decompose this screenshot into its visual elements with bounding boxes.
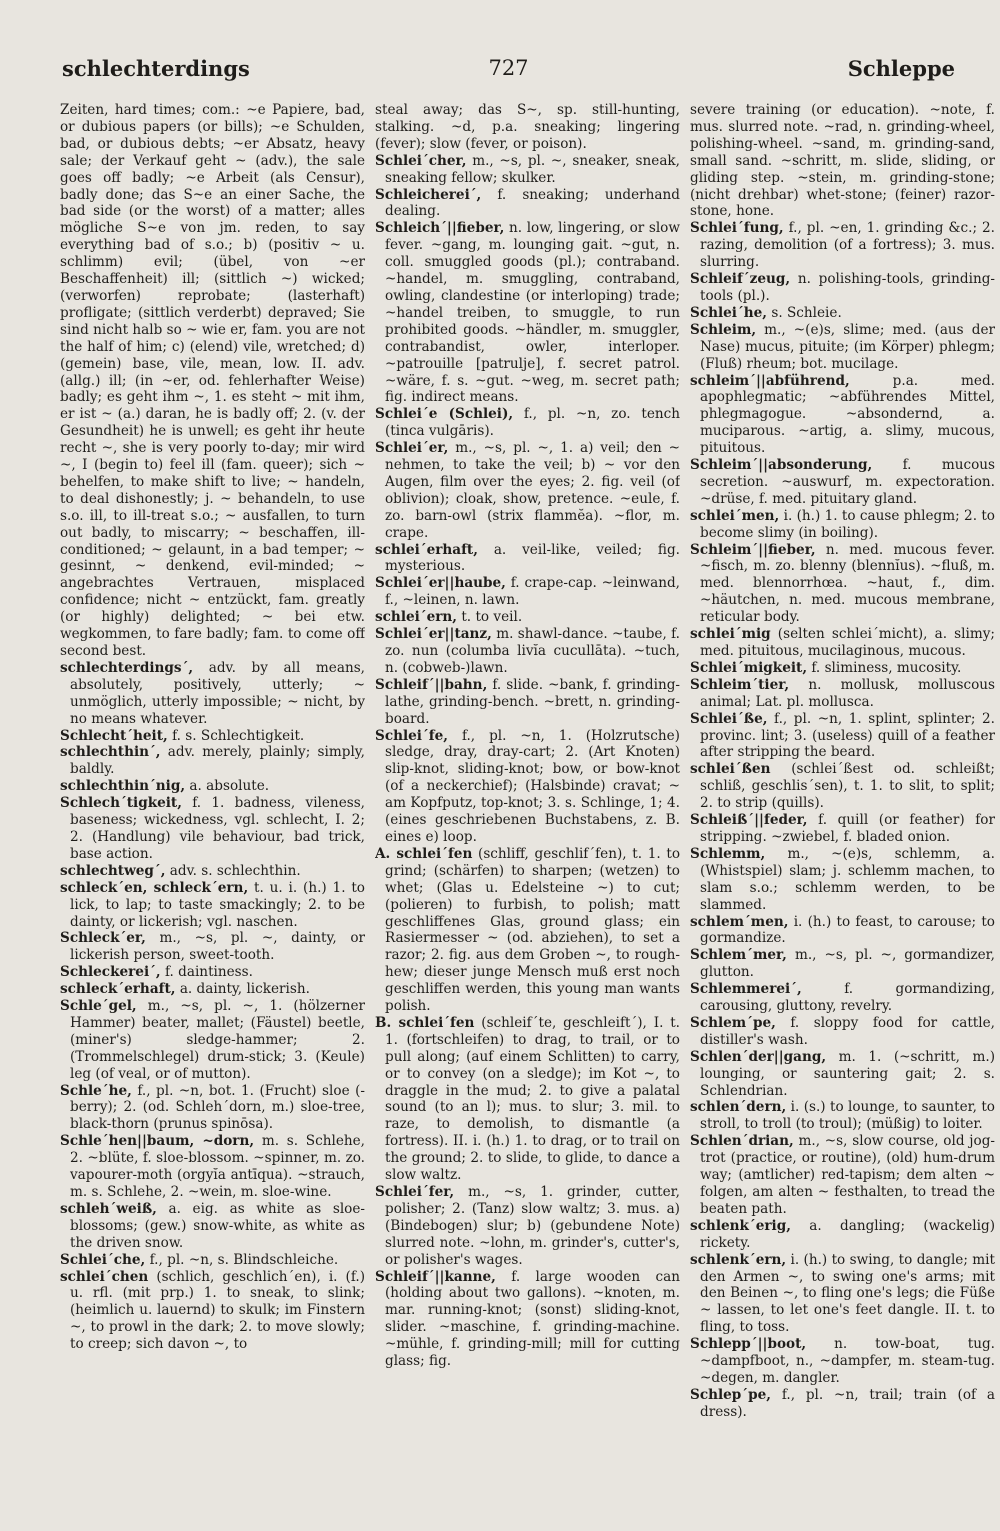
headword: Schleim´tier, (690, 676, 790, 693)
definition-text: f., pl. ~n, bot. 1. (Frucht) sloe (-berry); 2. (od. Schleh´dorn, m.) sloe-tree, black-thorn (prunus spinōsa). (70, 1082, 365, 1133)
definition-text: m., ~s, slow course, old jog-trot (practice, or routine), (old) hum-drum way; (amtlicher) red-tapism; dem alten ~ folgen, am alten ~ festhalten, to tread the beaten path. (700, 1133, 995, 1217)
definition-text: n. polishing-tools, grinding-tools (pl.). (700, 271, 995, 304)
dictionary-entry (60, 998, 365, 1083)
header-left-catchword: schlechterdings (62, 56, 250, 81)
dictionary-entry (375, 440, 680, 541)
definition-text: n. tow-boat, tug. ~dampfboot, n., ~dampfer, m. steam-tug. ~degen, m. dangler. (700, 1336, 995, 1386)
dictionary-entry (690, 305, 995, 322)
definition-text: f., pl. ~n, 1. splint, splinter; 2. provinc. lint; 3. (useless) quill of a feather after stripping the beard. (700, 710, 995, 761)
dictionary-entry (375, 1015, 680, 1184)
definition-text: a. absolute. (189, 778, 270, 795)
definition-text: t. to veil. (461, 609, 523, 626)
definition-text: n. mollusk, molluscous animal; Lat. pl. mollusca. (700, 676, 995, 710)
dictionary-entry (60, 964, 365, 981)
definition-text: i. (h.) to feast, to carouse; to gormandize. (700, 913, 995, 947)
dictionary-entry (690, 1015, 995, 1049)
headword: schlei´chen (60, 1268, 149, 1285)
headword: Schlemm, (690, 845, 766, 862)
dictionary-entry (375, 846, 680, 1015)
headword: Schle´hen||baum, ~dorn, (60, 1133, 255, 1150)
headword: B. schlei´fen (375, 1014, 475, 1031)
definition-text: adv. s. schlechthin. (169, 862, 301, 879)
dictionary-entry (375, 406, 680, 440)
definition-text: (schlich, geschlich´en), i. (f.) u. rfl. (mit prp.) 1. to sneak, to slink; (heimlich u. lauernd) to skulk; im Finstern ~, to prowl in the dark; 2. to move slowly; to creep; sich davon ~, to (70, 1268, 365, 1353)
headword: Schlei´e (Schlei), (375, 406, 514, 423)
headword: Schlep´pe, (690, 1386, 771, 1403)
headword: Schlei´er||tanz, (375, 626, 492, 643)
definition-text: f. crape-cap. ~leinwand, f., ~leinen, n. lawn. (385, 575, 680, 609)
headword: A. schlei´fen (375, 845, 473, 862)
dictionary-entry (375, 609, 680, 626)
headword: Schlecht´heit, (60, 727, 168, 744)
entry-columns (60, 102, 995, 1491)
dictionary-entry (375, 102, 680, 153)
dictionary-entry (375, 1184, 680, 1269)
definition-text: f., pl. ~n, 1. (Holzrutsche) sledge, dray, dray-cart; 2. (Art Knoten) slip-knot, sliding-knot; bow, or bow-knot (of a neckerchief); (Halsbinde) cravat; ~ am Kopfputz, top-knot; 3. s. Schlinge, 1; 4. (eines geschriebenen Buchstabens, z. B. eines e) loop. (385, 727, 680, 845)
dictionary-entry (375, 153, 680, 187)
dictionary-entry (375, 1269, 680, 1370)
headword: Schleckerei´, (60, 964, 161, 981)
headword: Schleich´||fieber, (375, 220, 505, 237)
definition-text: m., ~(e)s, schlemm, a. (Whistspiel) slam; j. schlemm machen, to slam s.o.; schlemm werden, to be slammed. (700, 845, 995, 913)
headword: Schleicherei´, (375, 186, 482, 203)
headword: schlen´dern, (690, 1099, 787, 1116)
headword: schlem´men, (690, 913, 789, 930)
page-number: 727 (488, 56, 529, 80)
definition-text: f. mucous secretion. ~auswurf, m. expectoration. ~drüse, f. med. pituitary gland. (700, 457, 995, 507)
dictionary-entry (375, 728, 680, 846)
dictionary-entry (690, 761, 995, 812)
headword: Schlem´pe, (690, 1014, 776, 1031)
definition-text: m., ~s, pl. ~, dainty, or lickerish person, sweet-tooth. (70, 930, 365, 964)
dictionary-entry (690, 1099, 995, 1133)
headword: Schlei´che, (60, 1251, 146, 1268)
definition-text: f. large wooden can (holding about two gallons). ~knoten, m. mar. running-knot; (sonst) sliding-knot, slider. ~maschine, f. grinding-machine. ~mühle, f. grinding-mill; mill for cutting glass; fig. (385, 1268, 680, 1370)
dictionary-entry (690, 677, 995, 711)
definition-text: Zeiten, hard times; com.: ~e Papiere, bad, or dubious papers (or bills); ~e Schulden, bad, or dubious debts; ~er Absatz, heavy sale; der Verkauf geht ~ (adv.), the sale goes off badly; ~e Arbeit (als Censur), badly done; das S~e an einer Sache, the bad side (or the worst) of a matter; alles mögliche S~e von jm. reden, to say everything bad of s.o.; b) (positiv ~ u. schlimm) evil; (übel, von ~er Beschaffenheit) ill; (sittlich ~) wicked; (verworfen) reprobate; (lasterhaft) profligate; (sittlich verderbt) depraved; Sie sind nicht halb so ~ wie er, fam. you are not the half of him; c) (elend) vile, wretched; d) (gemein) base, vile, mean, low. II. adv. (allg.) ill; (in ~er, od. fehlerhafter Weise) badly; es geht ihm ~, 1. es steht ~ mit ihm, er ist ~ (a.) daran, he is badly off; 2. (v. der Gesundheit) he is unwell; es geht ihr heute recht ~, she is very poorly to-day; mir wird ~, I (begin to) feel ill (fam. queer); sich ~ behelfen, to make shift to live; ~ handeln, to deal dishonestly; j. ~ behandeln, to use s.o. ill, to ill-treat s.o.; ~ ausfallen, to turn out badly, to miscarry; ~ beschaffen, ill-conditioned; ~ gelaunt, in a bad temper; ~ gesinnt, ~ denkend, evil-minded; ~ angebrachtes Vertrauen, misplaced confidence; nicht ~ entzückt, fam. greatly (or highly) delighted; ~ bei etw. wegkommen, to fare badly; fam. to come off second best. (60, 102, 365, 659)
dictionary-entry (60, 1083, 365, 1134)
headword: schlenk´erig, (690, 1217, 791, 1234)
headword: Schleif´zeug, (690, 271, 791, 288)
column-right (690, 102, 995, 1491)
definition-text: f. 1. badness, vileness, baseness; wickedness, vgl. schlecht, I. 2; 2. (Handlung) vile behaviour, bad trick, base action. (70, 795, 365, 862)
dictionary-entry (690, 322, 995, 373)
definition-text: i. (h.) to swing, to dangle; mit den Armen ~, to swing one's arms; mit den Beinen ~, to fling one's legs; die Füße ~ lassen, to let one's feet dangle. II. t. to fling, to toss. (700, 1251, 995, 1336)
headword: Schlei´ße, (690, 710, 768, 727)
definition-text: steal away; das S~, sp. still-hunting, stalking. ~d, p.a. sneaking; lingering (fever); slow (fever, or poison). (375, 102, 680, 152)
definition-text: t. u. i. (h.) 1. to lick, to lap; to taste smackingly; 2. to be dainty, or lickerish; vgl. naschen. (70, 879, 365, 930)
definition-text: m., ~s, 1. grinder, cutter, polisher; 2. (Tanz) slow waltz; 3. mus. a) (Bindebogen) slur; b) (gebundene Note) slurred note. ~lohn, m. grinder's, cutter's, or polisher's wages. (385, 1184, 680, 1268)
dictionary-entry (60, 981, 365, 998)
dictionary-entry (690, 508, 995, 542)
definition-text: adv. by all means, absolutely, positively, utterly; ~ unmöglich, utterly impossible; ~ nicht, by no means whatever. (70, 659, 365, 727)
dictionary-entry (60, 1201, 365, 1252)
dictionary-entry (690, 1336, 995, 1387)
dictionary-entry (690, 947, 995, 981)
definition-text: f. s. Schlechtigkeit. (172, 727, 305, 744)
dictionary-entry (690, 981, 995, 1015)
dictionary-entry (690, 542, 995, 627)
headword: Schlemmerei´, (690, 981, 802, 998)
dictionary-entry (375, 220, 680, 406)
dictionary-entry (375, 626, 680, 677)
headword: Schlech´tigkeit, (60, 795, 182, 812)
headword: Schle´gel, (60, 998, 137, 1015)
headword: schlechthin´nig, (60, 778, 186, 795)
headword: Schleim´||fieber, (690, 541, 816, 558)
column-left (60, 102, 365, 1491)
header-right-catchword: Schleppe (847, 56, 955, 81)
definition-text: f. sliminess, mucosity. (811, 659, 962, 676)
definition-text: (schliff, geschlif´fen), t. 1. to grind; (schärfen) to sharpen; (wetzen) to whet; (Glas u. Edelsteine ~) to cut; (polieren) to furbish, to polish; matt geschliffenes Glas, ground glass; ein Rasiermesser ~ (od. abziehen), to set a razor; 2. fig. aus dem Groben ~, to rough-hew; dieser junge Mensch muß erst noch geschliffen werden, this young man wants polish. (385, 845, 680, 1015)
headword: schlenk´ern, (690, 1251, 787, 1268)
definition-text: m., ~s, pl. ~, gormandizer, glutton. (700, 947, 995, 981)
definition-text: (schleif´te, geschleift´), I. t. 1. (fortschleifen) to drag, to trail, or to pull along; (auf einem Schlitten) to carry, or to convey (on a sledge); im Kot ~, to draggle in the mud; 2. to give a palatal sound (to an l); mus. to slur; 3. mil. to raze, to demolish, to dismantle (a fortress). II. i. (h.) 1. to drag, or to trail on the ground; 2. to slide, to glide, to dance a slow waltz. (385, 1014, 680, 1184)
headword: Schlei´fer, (375, 1184, 455, 1200)
definition-text: n. low, lingering, or slow fever. ~gang, m. lounging gait. ~gut, n. coll. smuggled goods (pl.); contraband. ~handel, m. smuggling, contraband, owling, clandestine (or interloping) trade; ~handel treiben, to smuggle, to run prohibited goods. ~händler, m. smuggler, contrabandist, owler, interloper. ~patrouille [patrulje], f. secret patrol. ~wäre, f. s. ~gut. ~weg, m. secret path; fig. indirect means. (385, 220, 680, 406)
headword: Schlei´er, (375, 440, 449, 457)
dictionary-entry (60, 660, 365, 728)
dictionary-entry (60, 1269, 365, 1354)
definition-text: f. sneaking; underhand dealing. (385, 186, 680, 220)
dictionary-entry (690, 812, 995, 846)
headword: Schleif´||bahn, (375, 676, 488, 693)
dictionary-entry (690, 1133, 995, 1218)
page-header (62, 52, 955, 88)
definition-text: adv. merely, plainly; simply, baldly. (70, 744, 365, 778)
dictionary-entry (690, 457, 995, 508)
dictionary-entry (60, 863, 365, 880)
definition-text: a. veil-like, veiled; fig. mysterious. (385, 541, 680, 575)
headword: schlei´mig (690, 626, 771, 643)
definition-text: (schlei´ßest od. schleißt; schliß, geschlis´sen), t. 1. to slit, to split; 2. to strip (quills). (700, 761, 995, 812)
definition-text: f., pl. ~n, zo. tench (tinca vulgāris). (385, 406, 680, 440)
headword: Schlei´er||haube, (375, 575, 506, 592)
dictionary-entry (60, 744, 365, 778)
headword: schlechtweg´, (60, 862, 166, 879)
dictionary-entry (60, 1133, 365, 1201)
definition-text: m. s. Schlehe, 2. ~blüte, f. sloe-blossom. ~spinner, m. zo. vapourer-moth (orgyĭa antīqua). ~strauch, m. s. Schlehe, 2. ~wein, m. sloe-wine. (70, 1133, 365, 1200)
definition-text: s. Schleie. (771, 304, 842, 321)
dictionary-entry (690, 660, 995, 677)
dictionary-entry (690, 1387, 995, 1421)
dictionary-entry (690, 1049, 995, 1100)
dictionary-entry (690, 271, 995, 305)
definition-text: (selten schlei´micht), a. slimy; med. pituitous, mucilaginous, mucous. (700, 626, 995, 659)
column-middle (375, 102, 680, 1491)
definition-text: p.a. med. apophlegmatic; ~abführendes Mittel, phlegmagogue. ~absondernd, a. muciparous. ~artig, a. slimy, mucous, pituitous. (700, 372, 995, 457)
headword: schlechthin´, (60, 744, 161, 761)
headword: Schlei´fung, (690, 220, 784, 237)
definition-text: f. quill (or feather) for stripping. ~zwiebel, f. bladed onion. (700, 812, 995, 845)
headword: schlei´ßen (690, 761, 771, 778)
headword: Schlei´migkeit, (690, 659, 808, 676)
headword: Schlen´der||gang, (690, 1048, 827, 1065)
dictionary-entry (690, 220, 995, 271)
dictionary-entry (375, 187, 680, 221)
headword: Schlepp´||boot, (690, 1336, 807, 1353)
headword: Schlen´drian, (690, 1133, 794, 1150)
headword: schleck´erhaft, (60, 981, 176, 998)
definition-text: m. shawl-dance. ~taube, f. zo. nun (columba livĭa cucullāta). ~tuch, n. (cobweb-)lawn. (385, 626, 680, 676)
headword: Schleiß´||feder, (690, 812, 808, 829)
definition-text: severe training (or education). ~note, f. mus. slurred note. ~rad, n. grinding-wheel, polishing-wheel. ~sand, m. grinding-sand, small sand. ~schritt, m. slide, sliding, or gliding step. ~stein, m. grinding-stone; (nicht drehbar) whet-stone; (feiner) razor-stone, hone. (690, 102, 995, 220)
definition-text: m. 1. (~schritt, m.) lounging, or sauntering gait; 2. s. Schlendrian. (700, 1048, 995, 1099)
definition-text: f. sloppy food for cattle, distiller's wash. (700, 1014, 995, 1048)
headword: schleck´en, schleck´ern, (60, 879, 249, 896)
dictionary-entry (60, 880, 365, 931)
dictionary-entry (690, 1218, 995, 1252)
headword: Schleif´||kanne, (375, 1268, 496, 1285)
definition-text: m., ~s, pl. ~, sneaker, sneak, sneaking fellow; skulker. (385, 152, 680, 186)
dictionary-entry (60, 795, 365, 863)
dictionary-entry (690, 1252, 995, 1337)
definition-text: i. (s.) to lounge, to saunter, to stroll, to troll (to troul); (müßig) to loiter. (700, 1099, 995, 1133)
definition-text: m., ~s, pl. ~, 1. (hölzerner Hammer) beater, mallet; (Fäustel) beetle, (miner's) sledge-hammer; 2. (Trommelschlegel) drum-stick; 3. (Keule) leg (of veal, or of mutton). (70, 998, 365, 1082)
dictionary-entry (60, 930, 365, 964)
definition-text: m., ~s, pl. ~, 1. a) veil; den ~ nehmen, to take the veil; b) ~ vor den Augen, film over the eyes; 2. fig. veil (of oblivion); cloak, show, pretence. ~eule, f. zo. barn-owl (strix flammĕa). ~flor, m. crape. (385, 440, 680, 541)
dictionary-entry (375, 542, 680, 576)
definition-text: i. (h.) 1. to cause phlegm; 2. to become slimy (in boiling). (700, 507, 995, 541)
dictionary-entry (690, 626, 995, 660)
headword: schleim´||abführend, (690, 372, 850, 389)
definition-text: f. daintiness. (164, 964, 253, 981)
dictionary-entry (60, 728, 365, 745)
headword: Schlei´cher, (375, 152, 467, 169)
headword: schlei´erhaft, (375, 541, 478, 558)
headword: Schlei´he, (690, 304, 768, 321)
dictionary-entry (375, 575, 680, 609)
definition-text: f. slide. ~bank, f. grinding-lathe, grinding-bench. ~brett, n. grinding-board. (385, 676, 680, 727)
dictionary-entry (690, 711, 995, 762)
definition-text: f. gormandizing, carousing, gluttony, revelry. (700, 981, 995, 1015)
dictionary-entry (60, 778, 365, 795)
headword: Schleim, (690, 321, 757, 338)
dictionary-entry (60, 1252, 365, 1269)
definition-text: m., ~(e)s, slime; med. (aus der Nase) mucus, pituite; (im Körper) phlegm; (Fluß) rheum; bot. mucilage. (700, 321, 995, 372)
headword: schlechterdings´, (60, 659, 194, 676)
headword: schlei´ern, (375, 609, 458, 626)
headword: Schlei´fe, (375, 727, 448, 744)
headword: Schleck´er, (60, 930, 146, 947)
definition-text: f., pl. ~n, trail; train (of a dress). (700, 1386, 995, 1420)
headword: Schle´he, (60, 1082, 132, 1099)
dictionary-entry (375, 677, 680, 728)
definition-text: a. dainty, lickerish. (179, 981, 310, 998)
dictionary-entry (690, 373, 995, 458)
definition-text: f., pl. ~en, 1. grinding &c.; 2. razing, demolition (of a fortress); 3. mus. slurring. (700, 220, 995, 271)
definition-text: n. med. mucous fever. ~fisch, m. zo. blenny (blennĭus). ~fluß, m. med. blennorrhœa. ~haut, f., dim. ~häutchen, n. med. mucous membrane, reticular body. (700, 541, 995, 626)
headword: Schlem´mer, (690, 947, 787, 964)
definition-text: f., pl. ~n, s. Blindschleiche. (149, 1251, 339, 1268)
dictionary-entry (60, 102, 365, 660)
headword: schleh´weiß, (60, 1200, 157, 1217)
definition-text: a. dangling; (wackelig) rickety. (700, 1217, 995, 1251)
definition-text: a. eig. as white as sloe-blossoms; (gew.) snow-white, as white as the driven snow. (70, 1200, 365, 1251)
dictionary-entry (690, 102, 995, 220)
headword: schlei´men, (690, 507, 780, 524)
dictionary-entry (690, 846, 995, 914)
headword: Schleim´||absonderung, (690, 457, 873, 474)
dictionary-entry (690, 914, 995, 948)
